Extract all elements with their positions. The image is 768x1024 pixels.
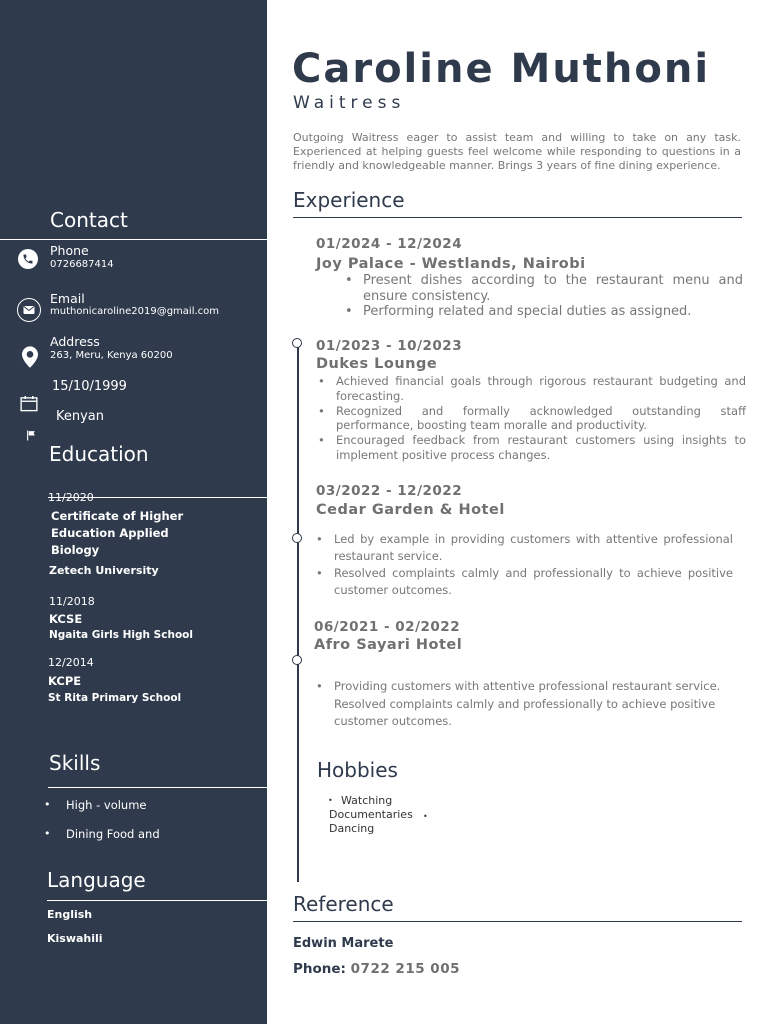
contact-heading: Contact [50, 208, 128, 232]
email-label: Email [50, 291, 85, 306]
reference-phone-value: 0722 215 005 [350, 961, 460, 977]
skill-item: High - volume [66, 798, 147, 812]
hobbies-heading: Hobbies [317, 758, 398, 782]
flag-icon [25, 429, 37, 441]
skills-divider [48, 787, 267, 788]
candidate-role: Waitress [293, 93, 406, 113]
dob-value: 15/10/1999 [52, 379, 127, 394]
job-bullet: • Present dishes according to the restaurant menu and ensure consistency. [343, 273, 743, 304]
job-bullet: • Led by example in providing customers with attentive professional restaurant service. [314, 531, 733, 565]
education-title: KCSE [49, 612, 83, 626]
job-dates: 01/2023 - 10/2023 [316, 338, 463, 354]
education-title-line: Certificate of Higher [51, 509, 184, 523]
contact-divider [0, 239, 267, 240]
job-company: Cedar Garden & Hotel [316, 502, 505, 518]
education-date: 11/2018 [49, 595, 95, 608]
phone-icon [18, 249, 38, 269]
sidebar [0, 0, 267, 1024]
job-bullet: • Recognized and formally acknowledged outstanding staff performance, boosting team moralle and productivity. [316, 404, 746, 434]
timeline-line [297, 342, 299, 882]
skill-bullet: • [44, 798, 51, 811]
education-title-line: Education Applied [51, 526, 169, 540]
experience-divider [293, 217, 742, 218]
job-company: Joy Palace - Westlands, Nairobi [316, 256, 586, 272]
experience-heading: Experience [293, 188, 405, 212]
job-company: Afro Sayari Hotel [314, 637, 463, 653]
language-heading: Language [47, 868, 146, 892]
reference-divider [293, 921, 742, 922]
job-bullet: • Providing customers with attentive professional restaurant service. Resolved complaints calmly and professionally to achieve positive customer outcomes. [314, 678, 732, 731]
education-title: KCPE [48, 674, 82, 688]
education-school: Ngaita Girls High School [49, 629, 193, 641]
language-item: English [47, 908, 93, 921]
email-value: muthonicaroline2019@gmail.com [50, 306, 220, 317]
reference-heading: Reference [293, 892, 394, 916]
timeline-node [292, 655, 302, 665]
reference-phone-label: Phone: [293, 961, 346, 977]
job-bullet: • Resolved complaints calmly and professionally to achieve positive customer outcomes. [314, 565, 733, 599]
hobby-item: Watching Documentaries [329, 794, 413, 821]
skill-bullet: • [44, 827, 51, 840]
reference-phone [293, 961, 460, 977]
job-bullet: • Performing related and special duties as assigned. [343, 304, 743, 320]
hobby-bullet: • [328, 796, 333, 805]
education-title-line: Biology [51, 543, 100, 557]
job-company: Dukes Lounge [316, 356, 438, 372]
job-bullets [343, 273, 743, 320]
timeline-node [292, 338, 302, 348]
location-pin-icon [20, 345, 40, 369]
education-heading: Education [49, 442, 149, 466]
job-bullet: • Encouraged feedback from restaurant customers using insights to implement positive process changes. [316, 433, 746, 463]
education-school: Zetech University [49, 564, 159, 577]
job-bullets [314, 678, 732, 731]
candidate-name: Caroline Muthoni [292, 46, 711, 92]
phone-value: 0726687414 [50, 259, 114, 270]
phone-label: Phone [50, 243, 89, 258]
education-date: 11/2020 [48, 491, 94, 504]
address-value: 263, Meru, Kenya 60200 [50, 350, 173, 361]
timeline-node [292, 533, 302, 543]
address-label: Address [50, 334, 100, 349]
job-bullet: • Achieved financial goals through rigorous restaurant budgeting and forecasting. [316, 374, 746, 404]
reference-name: Edwin Marete [293, 936, 394, 951]
job-dates: 03/2022 - 12/2022 [316, 483, 463, 499]
education-school: St Rita Primary School [48, 692, 182, 704]
job-dates: 06/2021 - 02/2022 [314, 619, 461, 635]
email-icon [17, 298, 41, 322]
language-item: Kiswahili [47, 932, 103, 945]
hobby-item: Dancing [329, 822, 375, 835]
job-bullets [314, 531, 733, 599]
job-dates: 01/2024 - 12/2024 [316, 236, 463, 252]
skill-item: Dining Food and [66, 827, 160, 841]
job-bullets [316, 374, 746, 463]
nationality-value: Kenyan [56, 409, 105, 424]
education-date: 12/2014 [48, 656, 94, 669]
calendar-icon [19, 394, 39, 412]
skills-heading: Skills [49, 751, 101, 775]
language-divider [47, 900, 267, 901]
profile-summary: Outgoing Waitress eager to assist team and willing to take on any task. Experienced at helping guests feel welcome while responding to questions in a friendly and knowledgeable manner. Brings 3 years of fine dining experience. [293, 131, 741, 172]
hobby-bullet: • [423, 812, 428, 821]
